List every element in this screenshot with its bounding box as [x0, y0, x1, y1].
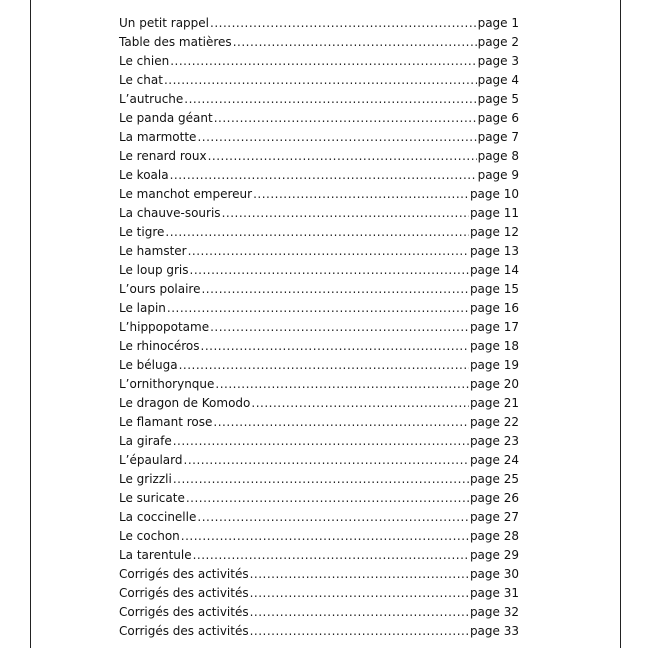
- toc-entry-title: La marmotte: [119, 130, 197, 144]
- dot-leader: [167, 301, 469, 315]
- toc-entry-title: Le chat: [119, 73, 163, 87]
- toc-entry-page: page 15: [469, 282, 519, 296]
- toc-entry-title: L’épaulard: [119, 453, 183, 467]
- toc-entry: [119, 73, 519, 92]
- dot-leader: [188, 244, 469, 258]
- toc-entry: [119, 206, 519, 225]
- toc-entry-title: Le chien: [119, 54, 170, 68]
- toc-entry: [119, 358, 519, 377]
- dot-leader: [173, 472, 469, 486]
- toc-entry-page: page 26: [469, 491, 519, 505]
- dot-leader: [215, 377, 469, 391]
- toc-entry-title: L’autruche: [119, 92, 184, 106]
- toc-entry: [119, 92, 519, 111]
- toc-entry-page: page 5: [477, 92, 519, 106]
- toc-entry-page: page 3: [477, 54, 519, 68]
- dot-leader: [251, 396, 469, 410]
- toc-entry-page: page 22: [469, 415, 519, 429]
- dot-leader: [250, 605, 469, 619]
- toc-entry-page: page 29: [469, 548, 519, 562]
- toc-entry: [119, 130, 519, 149]
- toc-entry-title: L’hippopotame: [119, 320, 210, 334]
- toc-entry-title: Le cochon: [119, 529, 180, 543]
- toc-entry: [119, 35, 519, 54]
- dot-leader: [186, 491, 469, 505]
- toc-entry: [119, 263, 519, 282]
- toc-entry: [119, 472, 519, 491]
- toc-entry-page: page 14: [469, 263, 519, 277]
- toc-entry-page: page 18: [469, 339, 519, 353]
- toc-entry-title: Le suricate: [119, 491, 185, 505]
- toc-entry-title: La coccinelle: [119, 510, 197, 524]
- toc-entry: [119, 415, 519, 434]
- dot-leader: [170, 168, 477, 182]
- dot-leader: [213, 415, 469, 429]
- toc-entry-title: Un petit rappel: [119, 16, 209, 30]
- toc-entry-page: page 20: [469, 377, 519, 391]
- toc-entry: [119, 244, 519, 263]
- toc-entry: [119, 377, 519, 396]
- dot-leader: [253, 187, 469, 201]
- dot-leader: [201, 282, 468, 296]
- toc-entry: [119, 168, 519, 187]
- dot-leader: [250, 624, 469, 638]
- dot-leader: [179, 358, 469, 372]
- toc-entry: [119, 301, 519, 320]
- toc-entry: [119, 548, 519, 567]
- toc-entry-title: Le renard roux: [119, 149, 207, 163]
- toc-entry-page: page 27: [469, 510, 519, 524]
- toc-entry-title: L’ours polaire: [119, 282, 201, 296]
- toc-entry-page: page 32: [469, 605, 519, 619]
- toc-entry-page: page 16: [469, 301, 519, 315]
- toc-entry: [119, 187, 519, 206]
- toc-entry: [119, 453, 519, 472]
- toc-entry-title: Corrigés des activités: [119, 586, 249, 600]
- toc-entry-title: La tarentule: [119, 548, 192, 562]
- toc-entry: [119, 567, 519, 586]
- toc-entry-title: Le manchot empereur: [119, 187, 253, 201]
- dot-leader: [250, 586, 469, 600]
- dot-leader: [190, 263, 469, 277]
- toc-entry: [119, 282, 519, 301]
- dot-leader: [165, 225, 469, 239]
- toc-entry-page: page 11: [469, 206, 519, 220]
- toc-entry-page: page 33: [469, 624, 519, 638]
- toc-entry-page: page 7: [477, 130, 519, 144]
- toc-entry-page: page 8: [477, 149, 519, 163]
- dot-leader: [214, 111, 477, 125]
- toc-entry-title: La girafe: [119, 434, 172, 448]
- dot-leader: [208, 149, 477, 163]
- dot-leader: [233, 35, 477, 49]
- toc-entry-title: Le flamant rose: [119, 415, 213, 429]
- toc-entry-page: page 28: [469, 529, 519, 543]
- toc-entry-page: page 23: [469, 434, 519, 448]
- toc-entry-title: Corrigés des activités: [119, 624, 249, 638]
- toc-entry-title: Le dragon de Komodo: [119, 396, 251, 410]
- dot-leader: [210, 16, 477, 30]
- toc-entry-title: Corrigés des activités: [119, 567, 249, 581]
- toc-entry: [119, 339, 519, 358]
- dot-leader: [197, 510, 469, 524]
- dot-leader: [210, 320, 469, 334]
- toc-entry-page: page 6: [477, 111, 519, 125]
- toc-entry-page: page 17: [469, 320, 519, 334]
- toc-entry-title: Corrigés des activités: [119, 605, 249, 619]
- toc-entry-title: Le tigre: [119, 225, 165, 239]
- dot-leader: [222, 206, 469, 220]
- dot-leader: [181, 529, 469, 543]
- toc-entry: [119, 320, 519, 339]
- toc-entry: [119, 491, 519, 510]
- toc-entry-title: Le lapin: [119, 301, 166, 315]
- toc-entry-page: page 9: [477, 168, 519, 182]
- toc-entry: [119, 225, 519, 244]
- toc-entry-page: page 25: [469, 472, 519, 486]
- toc-entry-title: Le hamster: [119, 244, 187, 258]
- toc-entry-page: page 4: [477, 73, 519, 87]
- toc-entry-title: Le béluga: [119, 358, 178, 372]
- toc-entry-page: page 13: [469, 244, 519, 258]
- toc-entry: [119, 16, 519, 35]
- toc-entry-page: page 1: [477, 16, 519, 30]
- toc-entry: [119, 586, 519, 605]
- dot-leader: [197, 130, 476, 144]
- toc-entry: [119, 624, 519, 643]
- toc-entry-title: Le grizzli: [119, 472, 172, 486]
- toc-entry-page: page 21: [469, 396, 519, 410]
- dot-leader: [170, 54, 476, 68]
- toc-entry-page: page 24: [469, 453, 519, 467]
- toc-entry: [119, 54, 519, 73]
- toc-entry: [119, 149, 519, 168]
- toc-entry-title: Le panda géant: [119, 111, 213, 125]
- toc-entry-page: page 10: [469, 187, 519, 201]
- toc-entry-title: Le rhinocéros: [119, 339, 200, 353]
- toc-entry-page: page 2: [477, 35, 519, 49]
- dot-leader: [164, 73, 477, 87]
- dot-leader: [193, 548, 469, 562]
- toc-entry-title: L’ornithorynque: [119, 377, 215, 391]
- toc-entry: [119, 529, 519, 548]
- toc-entry-title: La chauve-souris: [119, 206, 221, 220]
- dot-leader: [184, 453, 469, 467]
- toc-entry-page: page 30: [469, 567, 519, 581]
- toc-entry-title: Table des matières: [119, 35, 232, 49]
- dot-leader: [201, 339, 469, 353]
- toc-entry-page: page 12: [469, 225, 519, 239]
- toc-entry: [119, 510, 519, 529]
- toc-entry-title: Le loup gris: [119, 263, 189, 277]
- toc-entry-page: page 19: [469, 358, 519, 372]
- dot-leader: [173, 434, 469, 448]
- table-of-contents: [119, 16, 519, 643]
- toc-entry: [119, 111, 519, 130]
- toc-entry: [119, 434, 519, 453]
- toc-entry-title: Le koala: [119, 168, 169, 182]
- toc-entry-page: page 31: [469, 586, 519, 600]
- toc-entry: [119, 605, 519, 624]
- toc-entry: [119, 396, 519, 415]
- dot-leader: [184, 92, 476, 106]
- dot-leader: [250, 567, 469, 581]
